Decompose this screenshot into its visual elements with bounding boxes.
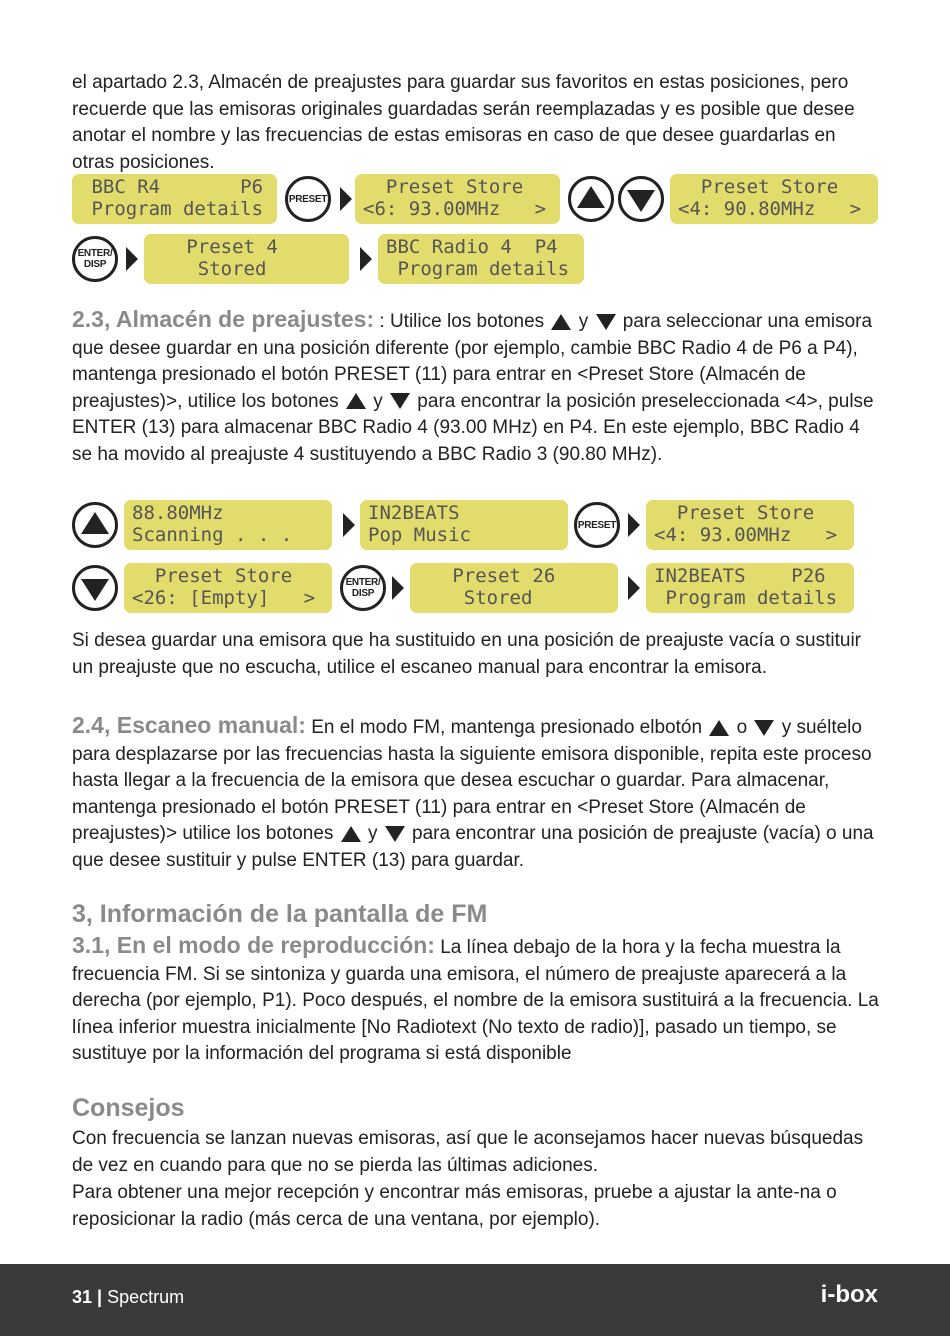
- manual-scan-note: Si desea guardar una emisora que ha sustituido en una posición de preajuste vacía o sustituir un preajuste que no escucha, utilice el escaneo manual para encontrar la emisora.: [72, 630, 861, 678]
- section-heading: 2.4, Escaneo manual:: [72, 712, 306, 738]
- subsection-heading: 3.1, En el modo de reproducción:: [72, 932, 435, 958]
- lcd-line: Program details: [386, 258, 570, 280]
- footer-page-label: 31 | Spectrum: [72, 1287, 185, 1307]
- arrow-right-icon: [126, 247, 138, 271]
- lcd-display-preset-stored: [144, 234, 349, 284]
- down-button-icon: [72, 565, 118, 611]
- lcd-line: Stored: [152, 258, 267, 280]
- up-button-icon: [72, 502, 118, 548]
- lcd-display-preset-store-4: [646, 500, 854, 550]
- lcd-display-in2beats-p26: [646, 563, 854, 613]
- lcd-line: Stored: [418, 587, 533, 609]
- preset-button-icon: PRESET: [285, 176, 331, 222]
- lcd-display-preset-store-4: [670, 174, 878, 224]
- lcd-display-preset-26-stored: [410, 563, 618, 613]
- section-3-heading: 3, Información de la pantalla de FM: [72, 900, 488, 928]
- arrow-right-icon: [343, 513, 355, 537]
- down-triangle-icon: [390, 393, 410, 409]
- footer-section: Spectrum: [107, 1287, 185, 1307]
- page-footer: [0, 1264, 950, 1336]
- lcd-line: Preset Store: [654, 502, 815, 524]
- lcd-line: Preset 26: [418, 565, 556, 587]
- tips-paragraph-1: Con frecuencia se lanzan nuevas emisoras, así que le aconsejamos hacer nuevas búsquedas de vez en cuando para que no se pierda las últimas adiciones.: [72, 1128, 864, 1176]
- lcd-line: Pop Music: [368, 524, 471, 546]
- enter-disp-button-icon: ENTER/ DISP: [340, 565, 386, 611]
- lcd-line: Preset Store: [132, 565, 293, 587]
- up-triangle-icon: [346, 393, 366, 409]
- preset-button-icon: PRESET: [574, 502, 620, 548]
- up-button-icon: [568, 176, 614, 222]
- lcd-display-bbc-r4: [72, 174, 277, 224]
- lcd-display-bbc-radio-4: [378, 234, 584, 284]
- arrow-right-icon: [360, 247, 372, 271]
- lcd-display-preset-store-26: [124, 563, 332, 613]
- lcd-line: Preset 4: [152, 236, 278, 258]
- lcd-display-preset-store: [355, 174, 560, 224]
- down-triangle-icon: [754, 720, 774, 736]
- down-triangle-icon: [596, 314, 616, 330]
- arrow-right-icon: [628, 576, 640, 600]
- lcd-line: BBC Radio 4 P4: [386, 236, 558, 258]
- lcd-display-scanning: [124, 500, 332, 550]
- down-triangle-icon: [385, 826, 405, 842]
- lcd-line: Program details: [654, 587, 838, 609]
- tips-paragraph-2: Para obtener una mejor recepción y encontrar más emisoras, pruebe a ajustar la ante-na o reposicionar la radio (más cerca de una ventana, por ejemplo).: [72, 1182, 837, 1230]
- up-triangle-icon: [551, 314, 571, 330]
- lcd-line: <4: 93.00MHz >: [654, 524, 838, 546]
- lcd-line: IN2BEATS: [368, 502, 460, 524]
- page-number: 31: [72, 1287, 93, 1307]
- up-triangle-icon: [341, 826, 361, 842]
- arrow-right-icon: [628, 513, 640, 537]
- section-2-3-paragraph: 2.3, Almacén de preajustes: : Utilice los botones y para seleccionar una emisora que desee guardar en una posición diferente (por ejemplo, cambie BBC Radio 4 de P6 a P4), mantenga presionado el botón PRESET (11) para entrar en <Preset Store (Almacén de preajustes)>, utilice los botones y para encontrar la posición preseleccionada <4>, pulse ENTER (13) para almacenar BBC Radio 4 (93.00 MHz) en P4. En este ejemplo, BBC Radio 4 se ha movido al preajuste 4 sustituyendo a BBC Radio 3 (90.80 MHz).: [72, 306, 874, 465]
- lcd-line: BBC R4 P6: [80, 176, 264, 198]
- section-2-4-paragraph: 2.4, Escaneo manual: En el modo FM, mantenga presionado elbotón o y suéltelo para desplazarse por las frecuencias hasta la siguiente emisora disponible, repita este proceso hasta llegar a la frecuencia de la emisora que desea escuchar o guardar. Para almacenar, mantenga presionado el botón PRESET (11) para entrar en <Preset Store (Almacén de preajustes)> utilice los botones y para encontrar una posición de preajuste (vacía) o una que desee sustituir y pulse ENTER (13) para guardar.: [72, 712, 874, 871]
- lcd-line: <4: 90.80MHz >: [678, 198, 862, 220]
- lcd-line: <26: [Empty] >: [132, 587, 316, 609]
- lcd-line: Program details: [80, 198, 264, 220]
- arrow-right-icon: [340, 187, 352, 211]
- intro-paragraph: el apartado 2.3, Almacén de preajustes para guardar sus favoritos en estas posiciones, pero recuerde que las emisoras originales guardadas serán reemplazadas y es posible que desee anotar el nombre y las frecuencias de estas emisoras en caso de que desee guardarlas en otras posiciones.: [72, 72, 855, 173]
- section-heading: 2.3, Almacén de preajustes:: [72, 306, 375, 332]
- tips-heading: Consejos: [72, 1094, 185, 1122]
- lcd-line: Preset Store: [678, 176, 839, 198]
- down-button-icon: [618, 176, 664, 222]
- enter-disp-button-icon: ENTER/ DISP: [72, 236, 118, 282]
- section-3-1-paragraph: 3.1, En el modo de reproducción: La línea debajo de la hora y la fecha muestra la frecuencia FM. Si se sintoniza y guarda una emisora, el número de preajuste aparecerá a la derecha (por ejemplo, P1). Poco después, el nombre de la emisora sustituirá a la frecuencia. La línea inferior muestra inicialmente [No Radiotext (No texto de radio)], pasado un tiempo, se sustituye por la información del programa si está disponible: [72, 932, 879, 1064]
- lcd-line: IN2BEATS P26: [654, 565, 826, 587]
- lcd-line: Scanning . . .: [132, 524, 293, 546]
- lcd-line: 88.80MHz: [132, 502, 224, 524]
- up-triangle-icon: [709, 720, 729, 736]
- brand-logo: i-box: [820, 1281, 878, 1308]
- lcd-line: Preset Store: [363, 176, 524, 198]
- lcd-display-in2beats: [360, 500, 568, 550]
- arrow-right-icon: [392, 576, 404, 600]
- lcd-line: <6: 93.00MHz >: [363, 198, 547, 220]
